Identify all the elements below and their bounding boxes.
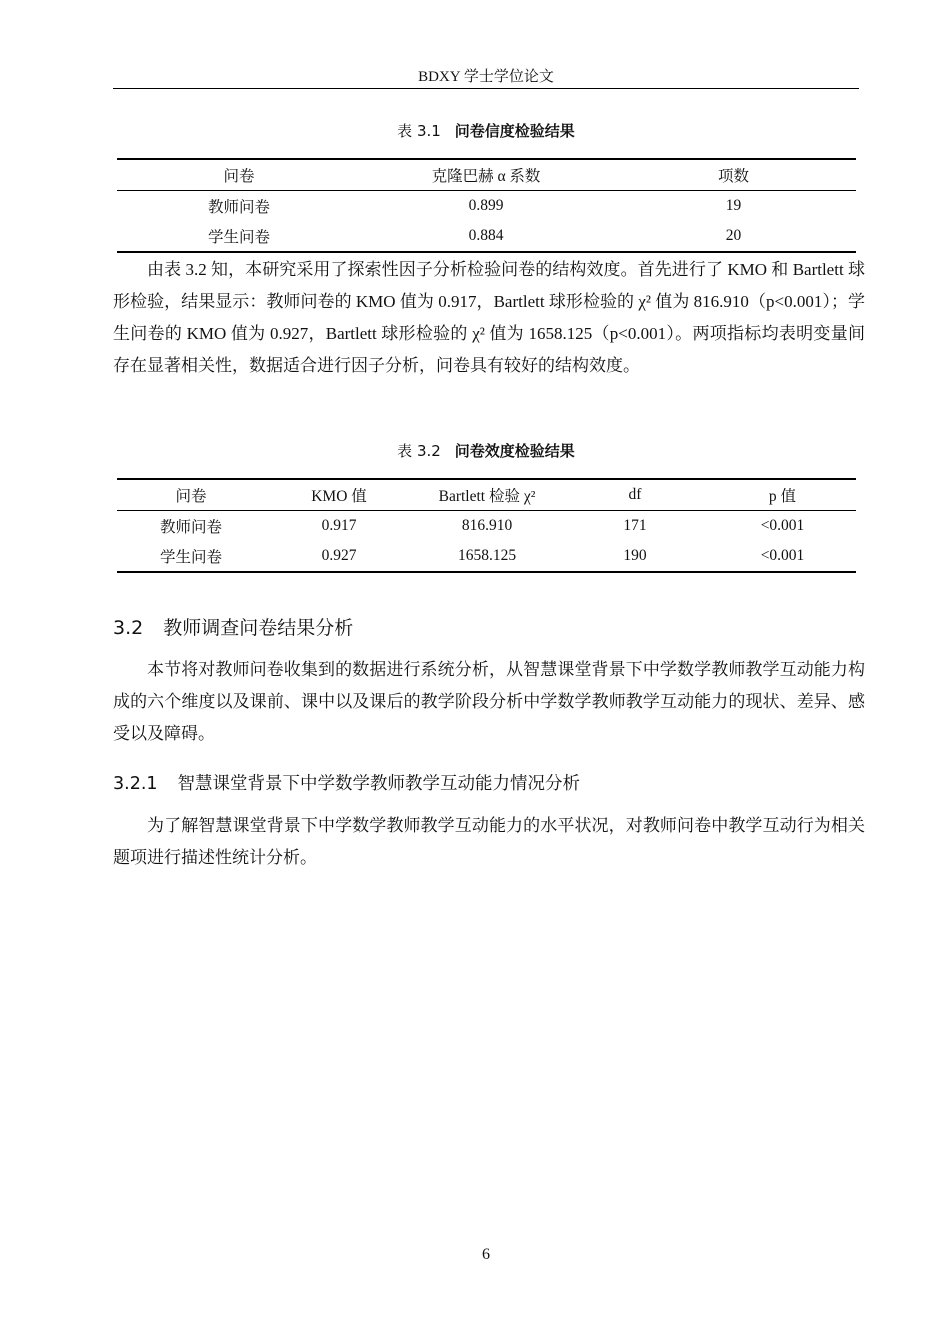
- table2-header-cell: Bartlett 检验 χ²: [413, 479, 561, 511]
- table-row: [117, 541, 856, 572]
- table2-header-cell: 问卷: [117, 479, 265, 511]
- table1-caption: [113, 121, 859, 141]
- page-number: 6: [482, 1246, 490, 1263]
- table-row: [117, 221, 856, 252]
- subsection-number: 3.2.1: [113, 774, 158, 794]
- table-cell: 学生问卷: [117, 541, 265, 572]
- table-cell: 0.927: [265, 541, 413, 572]
- table2-caption: [113, 441, 859, 461]
- table-cell: 教师问卷: [159, 519, 222, 536]
- table-cell: 19: [725, 197, 742, 214]
- table1-header-cell: 项数: [611, 159, 856, 191]
- table-row: [117, 191, 856, 222]
- table2: [117, 478, 856, 573]
- subsection-paragraph: 为了解智慧课堂背景下中学数学教师教学互动能力的水平状况，对教师问卷中教学互动行为相关题项进行描述性统计分析。: [113, 816, 865, 867]
- table2-title: 问卷效度检验结果: [454, 442, 575, 460]
- section-number: 3.2: [113, 617, 144, 639]
- table1-number: 表 3.1: [397, 122, 441, 140]
- header-rule: [113, 88, 859, 89]
- table1-header-cell: 问卷: [117, 159, 361, 191]
- table2-header-cell: p 值: [709, 479, 856, 511]
- table2-header-cell: KMO 值: [265, 479, 413, 511]
- table1: [117, 158, 856, 253]
- subsection-heading: [113, 770, 580, 798]
- body-paragraph-1: 由表 3.2 知，本研究采用了探索性因子分析检验问卷的结构效度。首先进行了 KMO 和 Bartlett 球形检验，结果显示：教师问卷的 KMO 值为 0.917，Bartlett 球形检验的 χ² 值为 816.910（p<0.001）；学生问卷的 KMO 值为 0.927，Bartlett 球形检验的 χ² 值为 1658.125（p<0.001）。两项指标均表明变量间存在显著相关性，数据适合进行因子分析，问卷具有较好的结构效度。: [113, 260, 865, 375]
- table2-header-row: [117, 479, 856, 511]
- table-row: [117, 511, 856, 542]
- table-cell: 1658.125: [413, 541, 561, 572]
- section-title: 教师调查问卷结果分析: [163, 617, 354, 639]
- table-cell: 0.884: [361, 221, 611, 252]
- table2-number: 表 3.2: [397, 442, 441, 460]
- table1-header-cell: 克隆巴赫 α 系数: [361, 159, 611, 191]
- table-cell: 171: [623, 517, 647, 534]
- section-paragraph: 本节将对教师问卷收集到的数据进行系统分析，从智慧课堂背景下中学数学教师教学互动能力构成的六个维度以及课前、课中以及课后的教学阶段分析中学数学教师教学互动能力的现状、差异、感受以及障碍。: [113, 660, 865, 743]
- table-cell: 教师问卷: [207, 199, 270, 216]
- subsection-title: 智慧课堂背景下中学数学教师教学互动能力情况分析: [177, 774, 581, 794]
- section-heading: [113, 614, 353, 642]
- table-cell: 0.917: [321, 517, 357, 534]
- table-cell: 学生问卷: [117, 221, 361, 252]
- table1-title: 问卷信度检验结果: [454, 122, 575, 140]
- table-cell: <0.001: [760, 517, 805, 534]
- table-cell: 0.899: [468, 197, 504, 214]
- table-cell: 20: [611, 221, 856, 252]
- page-header: BDXY 学士学位论文: [418, 69, 554, 85]
- table-cell: <0.001: [709, 541, 856, 572]
- table2-header-cell: df: [561, 479, 709, 511]
- table-cell: 816.910: [461, 517, 513, 534]
- table1-header-row: [117, 159, 856, 191]
- table-cell: 190: [561, 541, 709, 572]
